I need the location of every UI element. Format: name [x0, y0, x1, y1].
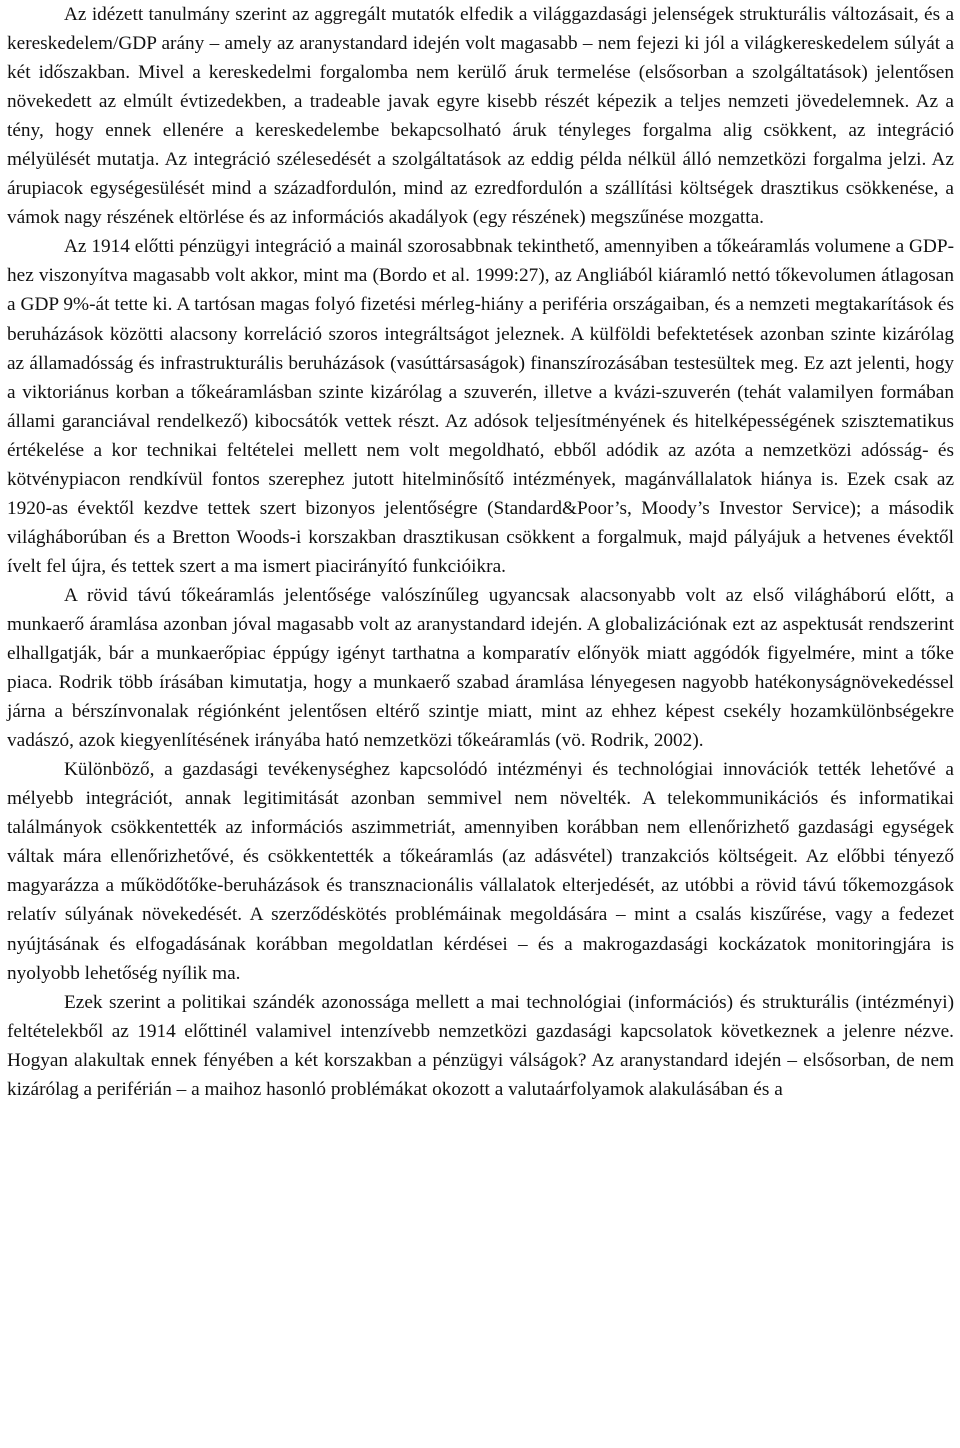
paragraph-financial-integration: Az 1914 előtti pénzügyi integráció a mainál szorosabbnak tekinthető, amennyiben a tőkeáramlás volumene a GDP-hez viszonyítva magasabb volt akkor, mint ma (Bordo et al. 1999:27), az Angliából kiáramló nettó tőkevolumen átlagosan a GDP 9%-át tette ki. A tartósan magas folyó fizetési mérleg-hiány a periféria országaiban, és a nemzeti megtakarítások és beruházások közötti alacsony korreláció szoros integráltságot jeleznek. A külföldi befektetések azonban szinte kizárólag az államadósság és infrastrukturális beruházások (vasúttársaságok) finanszírozásában testesültek meg. Ez azt jelenti, hogy a viktoriánus korban a tőkeáramlásban szinte kizárólag a szuverén, illetve a kvázi-szuverén (tehát valamilyen formában állami garanciával rendelkező) kibocsátók vettek részt. Az adósok teljesítményének és hitelképességének szisztematikus értékelése a kor technikai feltételei mellett nem volt megoldható, ebből adódik az azóta a nemzetközi adósság- és kötvénypiacon rendkívül fontos szerephez jutott hitelminősítő intézmények, magánvállalatok hiánya is. Ezek csak az 1920-as évektől kezdve tettek szert bizonyos jelentőségre (Standard&Poor’s, Moody’s Investor Service); a második világháborúban és a Bretton Woods-i korszakban drasztikusan csökkent a forgalmuk, majd pályájuk a hetvenes évektől ívelt fel újra, és tettek szert a ma ismert piacirányító funkcióikra. [7, 236, 954, 577]
paragraph-financial-crises: Ezek szerint a politikai szándék azonossága mellett a mai technológiai (információs) és strukturális (intézményi) feltételekből az 1914 előttinél valamivel intenzívebb nemzetközi gazdasági kapcsolatok következnek a jelenre nézve. Hogyan alakultak ennek fényében a két korszakban a pénzügyi válságok? Az aranystandard idején – elsősorban, de nem kizárólag a periférián – a maihoz hasonló problémákat okozott a valutaárfolyamok alakulásában és a [7, 991, 954, 1100]
paragraph-trade-integration: Az idézett tanulmány szerint az aggregált mutatók elfedik a világgazdasági jelenségek strukturális változásait, és a kereskedelem/GDP arány – amely az aranystandard idején volt magasabb – nem fejezi ki jól a világkereskedelem súlyát a két időszakban. Mivel a kereskedelmi forgalomba nem kerülő áruk termelése (elsősorban a szolgáltatások) jelentősen növekedett az elmúlt évtizedekben, a tradeable javak egyre kisebb részét képezik a teljes nemzeti jövedelemnek. Az a tény, hogy ennek ellenére a kereskedelembe bekapcsolható áruk tényleges forgalma alig csökkent, az integráció mélyülését mutatja. Az integráció szélesedését a szolgáltatások az eddig példa nélkül álló nemzetközi forgalma jelzi. Az árupiacok egységesülését mind a századfordulón, mind az ezredfordulón a szállítási költségek drasztikus csökkenése, a vámok nagy részének eltörlése és az információs akadályok (egy részének) megszűnése mozgatta. [7, 4, 954, 229]
paragraph-capital-and-labor-flows: A rövid távú tőkeáramlás jelentősége valószínűleg ugyancsak alacsonyabb volt az első világháború előtt, a munkaerő áramlása azonban jóval magasabb volt az aranystandard idején. A globalizációnak ezt az aspektusát rendszerint elhallgatják, bár a munkaerőpiac éppúgy igényt tarthatna a komparatív előnyök miatt aggódók figyelmére, mint a tőke piaca. Rodrik több írásában kimutatja, hogy a munkaerő szabad áramlása lényegesen nagyobb hatékonyságnövekedéssel járna a bérszínvonalak régiónként jelentősen eltérő szintje miatt, mint az ehhez képest csekély hozamkülönbségekre vadászó, azok kiegyenlítésének irányába ható nemzetközi tőkeáramlás (vö. Rodrik, 2002). [7, 584, 954, 752]
paragraph-institutional-innovations: Különböző, a gazdasági tevékenységhez kapcsolódó intézményi és technológiai innovációk tették lehetővé a mélyebb integrációt, annak legitimitását azonban semmivel nem növelték. A telekommunikációs és informatikai találmányok csökkentették az információs aszimmetriát, amennyiben korábban nem ellenőrizhető gazdasági egységek váltak mára ellenőrizhetővé, és csökkentették a tőkeáramlás (az adásvétel) tranzakciós költségeit. Az előbbi tényező magyarázza a működőtőke-beruházások és transznacionális vállalatok elterjedését, az utóbbi a rövid távú tőkemozgások relatív súlyának növekedését. A szerződéskötés problémáinak megoldására – mint a csalás kiszűrése, vagy a fedezet nyújtásának és elfogadásának korábban megoldatlan kérdései – és a makrogazdasági kockázatok monitoringjára is nyolyobb lehetőség nyílik ma. [7, 759, 954, 984]
